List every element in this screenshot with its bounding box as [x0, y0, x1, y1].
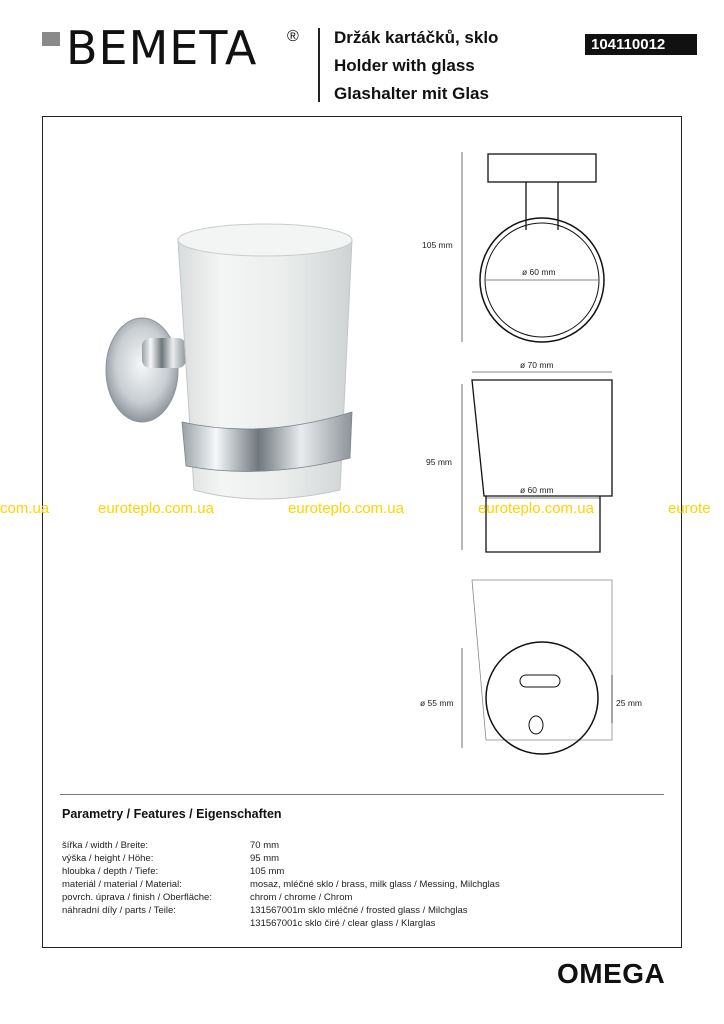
feature-label: šířka / width / Breite: — [62, 840, 149, 851]
feature-label: povrch. úprava / finish / Oberfläche: — [62, 892, 212, 903]
feature-value: 131567001m sklo mléčné / frosted glass / Milchglas — [250, 905, 468, 916]
glass-back-outline — [472, 580, 612, 740]
feature-label: náhradní díly / parts / Teile: — [62, 905, 176, 916]
watermark-2: euroteplo.com.ua — [98, 500, 214, 517]
features-divider — [60, 794, 664, 795]
holder-arm — [142, 338, 186, 368]
feature-value: 95 mm — [250, 853, 280, 864]
watermark-5: eurote — [668, 500, 711, 517]
feature-value: mosaz, mléčné sklo / brass, milk glass / Messing, Milchglas — [250, 879, 500, 890]
logo-mark — [42, 32, 60, 46]
title-cz: Držák kartáčků, sklo — [334, 28, 499, 47]
collection-name: OMEGA — [557, 958, 666, 989]
registered-mark: ® — [287, 28, 299, 45]
feature-value: 70 mm — [250, 840, 280, 851]
dim-base-diameter: ø 55 mm — [420, 698, 454, 708]
dim-width: ø 70 mm — [520, 360, 554, 370]
title-en: Holder with glass — [334, 56, 475, 75]
feature-label: hloubka / depth / Tiefe: — [62, 866, 159, 877]
dim-glass-diameter: ø 60 mm — [520, 485, 554, 495]
features-title: Parametry / Features / Eigenschaften — [62, 807, 282, 821]
glass-side-outline — [472, 380, 612, 496]
dim-holes: 25 mm — [616, 698, 642, 708]
wall-rosette — [106, 318, 178, 422]
feature-value: chrom / chrome / Chrom — [250, 892, 353, 903]
watermark-4: euroteplo.com.ua — [478, 500, 594, 517]
dim-ring-diameter: ø 60 mm — [522, 267, 556, 277]
feature-value: 105 mm — [250, 866, 285, 877]
header-divider — [318, 28, 320, 102]
base-outline — [486, 642, 598, 754]
technical-drawing — [400, 140, 690, 780]
title-de: Glashalter mit Glas — [334, 84, 489, 103]
brand-logo: BEMETA — [66, 21, 258, 75]
feature-label: materiál / material / Material: — [62, 879, 182, 890]
dim-height-total: 105 mm — [422, 240, 453, 250]
wall-plate-outline — [488, 154, 596, 182]
product-code: 104110012 — [585, 34, 697, 55]
watermark-1: com.ua — [0, 500, 50, 517]
feature-label: výška / height / Höhe: — [62, 853, 154, 864]
feature-value: 131567001c sklo čiré / clear glass / Klarglas — [250, 918, 436, 929]
watermark-3: euroteplo.com.ua — [288, 500, 404, 517]
dim-glass-height: 95 mm — [426, 457, 452, 467]
product-image — [90, 190, 370, 510]
